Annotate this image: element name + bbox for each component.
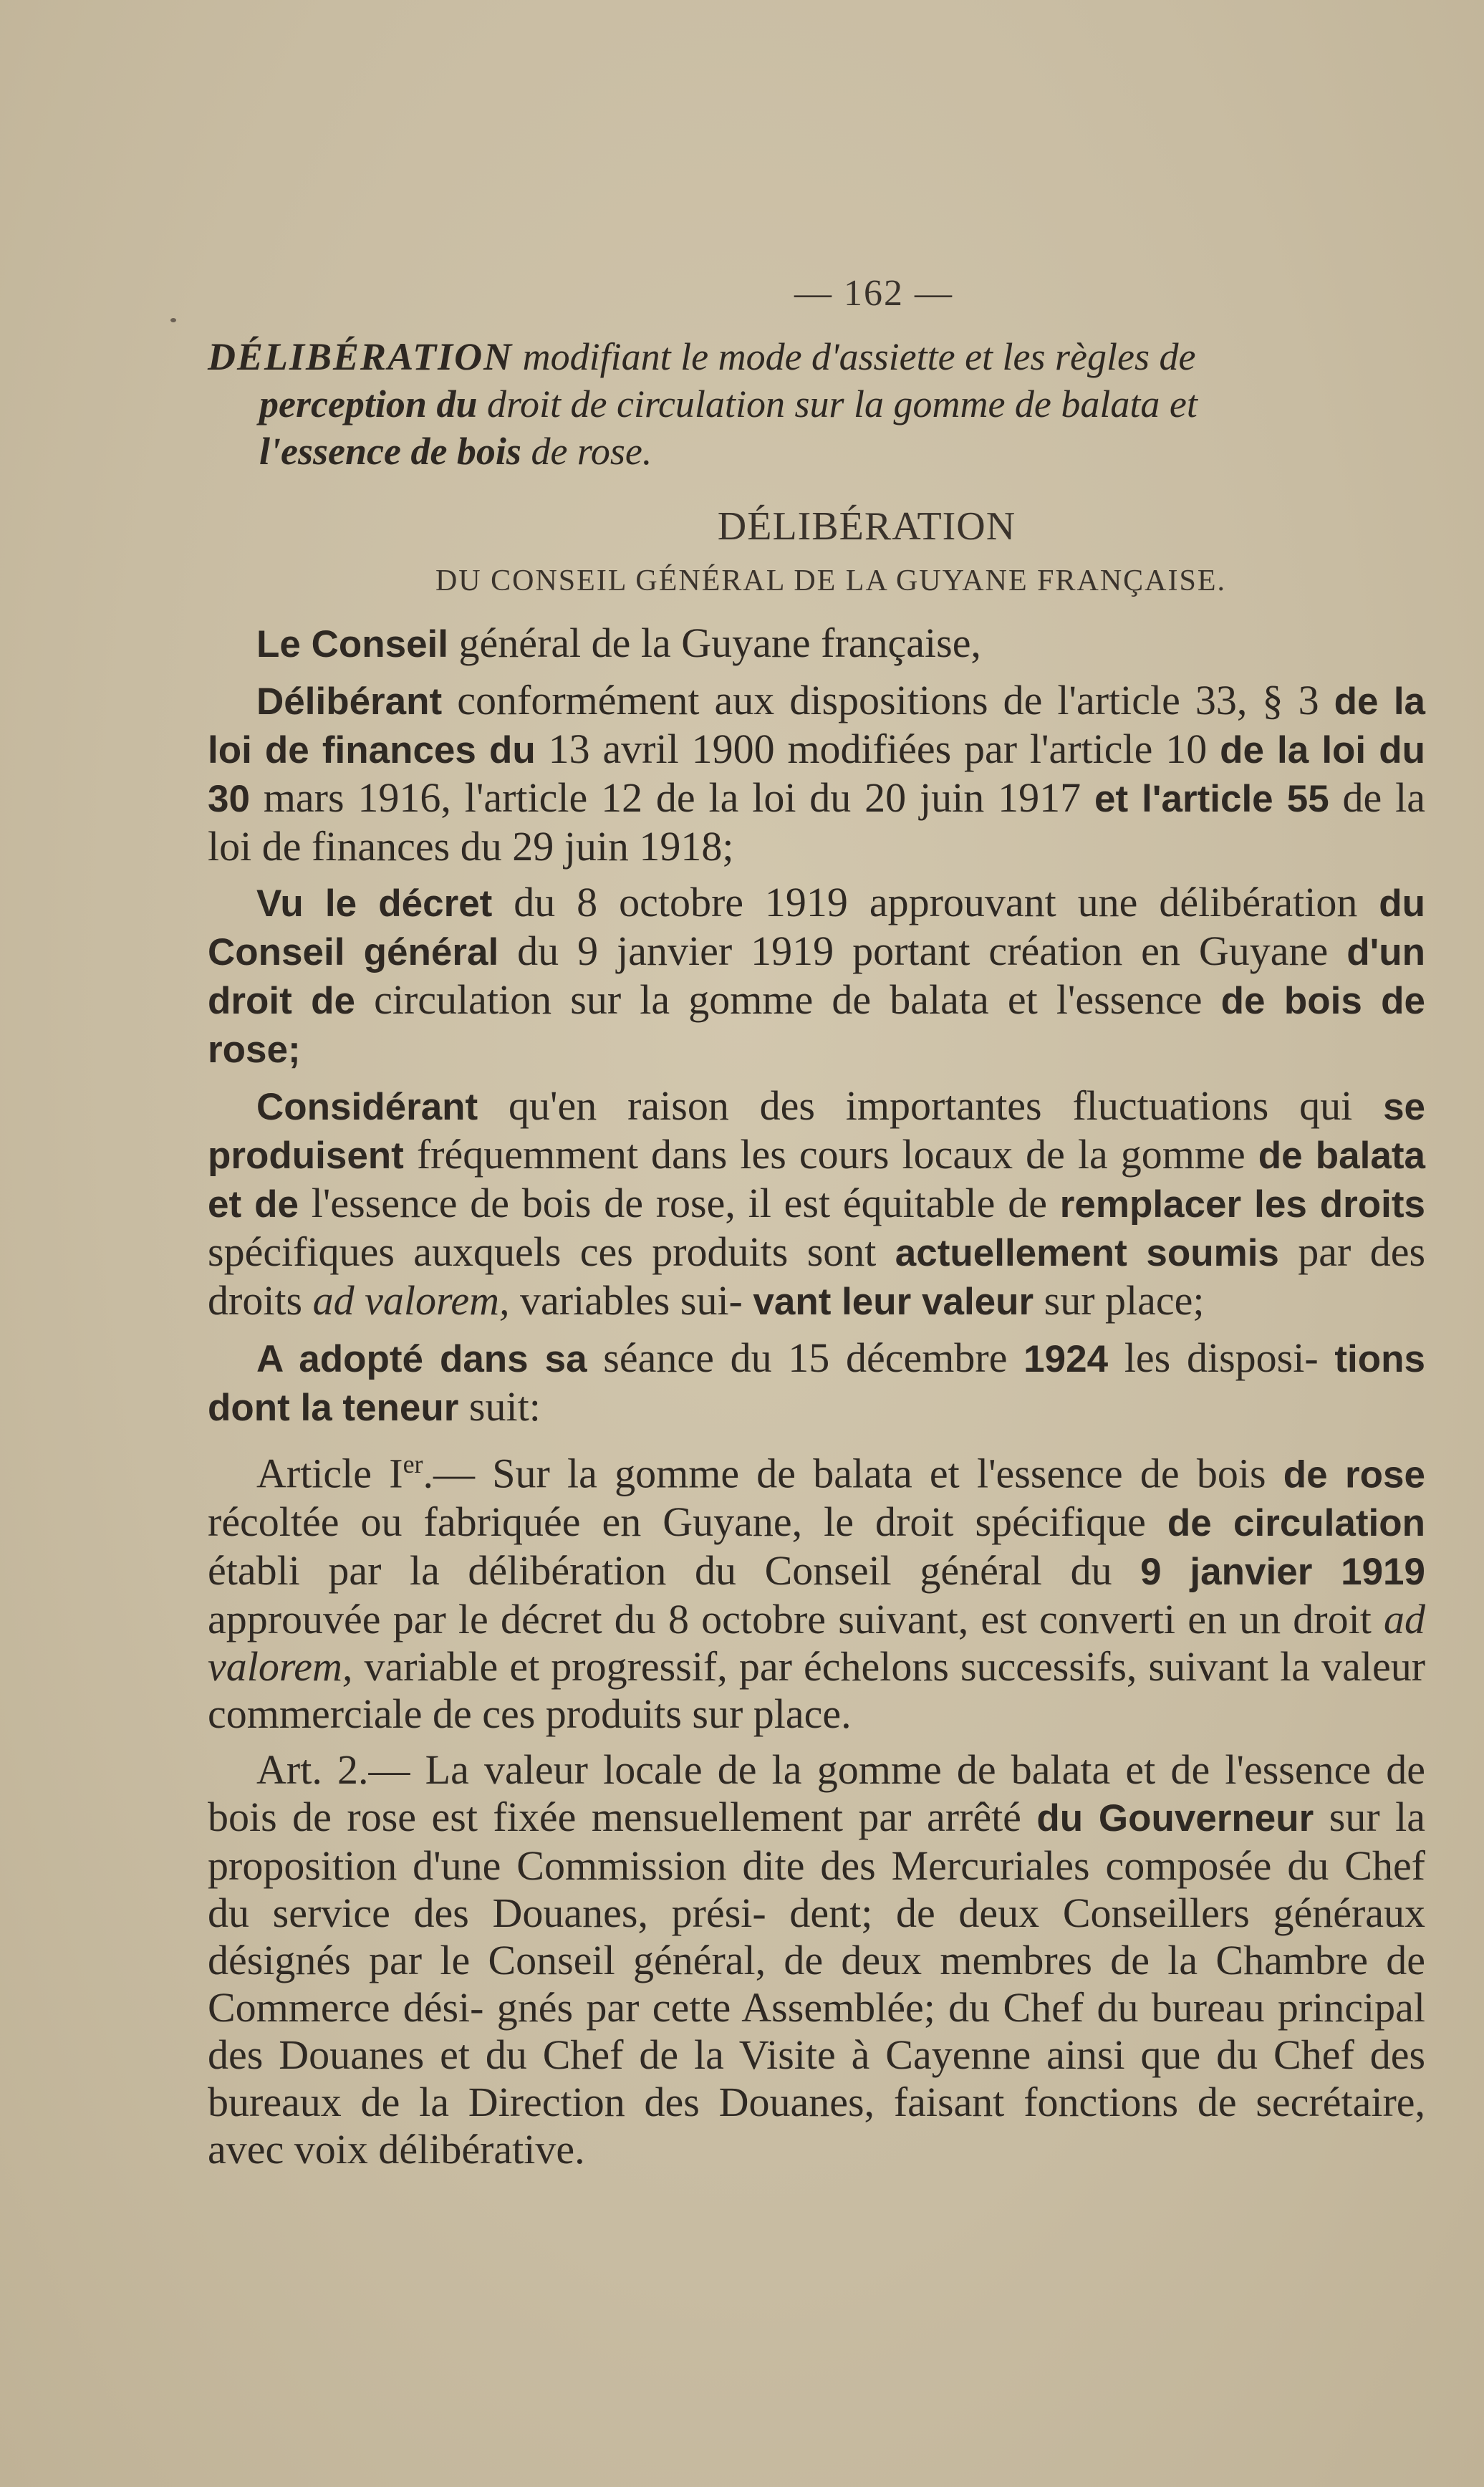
text: des bureaux de la Direction des Douanes, faisant fonctions de <box>208 2031 1426 2126</box>
text: de la loi de finances du 29 juin 1918; <box>208 774 1426 870</box>
text-italic: ad valorem, <box>312 1277 510 1324</box>
text: conformément aux dispositions de l'article 33, § 3 <box>457 677 1319 723</box>
article-2 <box>208 1746 1425 2173</box>
text: les disposi- <box>1124 1334 1319 1381</box>
text-bold: Le Conseil <box>256 623 449 665</box>
title-bold-3: l'essence de bois <box>259 430 521 473</box>
article-label: Art. 2. <box>256 1746 369 1794</box>
text: produits sur place. <box>545 1690 852 1738</box>
text: récoltée ou fabriquée en Guyane, le droit spécifique <box>208 1499 1146 1546</box>
text-bold: de bois de rose; <box>208 980 1426 1071</box>
page-number: — 162 — <box>794 273 953 314</box>
text: établi par la délibération du Conseil général du <box>208 1547 1112 1594</box>
text: l'essence de bois de rose est fixée mensuellement par arrêté <box>208 1746 1425 1841</box>
text: l'essence de bois de rose, il est équitable de <box>311 1180 1047 1226</box>
text-bold: remplacer les droits <box>1059 1183 1426 1226</box>
text-bold: se produisent <box>208 1086 1426 1177</box>
text-bold: de la loi du 30 <box>208 729 1425 820</box>
text-bold: Délibérant <box>256 680 443 723</box>
text: spécifiques auxquels ces produits sont <box>208 1228 877 1275</box>
text: qu'en raison des importantes fluctuations qui <box>509 1082 1353 1129</box>
paragraph-conseil <box>208 620 1425 668</box>
text: Mercuriales composée du Chef du service des Douanes, prési- <box>208 1842 1425 1937</box>
text: sur place; <box>1044 1277 1205 1324</box>
text-bold: 9 janvier 1919 <box>1140 1551 1426 1594</box>
text: général, de deux membres de la Chambre de Commerce dési- <box>208 1937 1425 2031</box>
text-bold: vant leur valeur <box>753 1281 1034 1323</box>
text-bold: de balata et de <box>208 1135 1425 1226</box>
text-bold: Vu le décret <box>256 882 493 925</box>
text-bold: de circulation <box>1167 1502 1426 1545</box>
text: approuvée par le décret du 8 octobre suivant, <box>208 1596 969 1643</box>
text-bold: de la loi de finances du <box>208 680 1426 771</box>
title-bold-2: perception du <box>259 383 478 425</box>
text: par échelons successifs, suivant la valeur commerciale de ces <box>208 1643 1426 1738</box>
ink-speck <box>170 318 176 322</box>
text-bold: Considérant <box>256 1086 478 1128</box>
text-bold: A adopté dans sa <box>256 1338 587 1380</box>
text: variables sui- <box>520 1277 743 1324</box>
text: circulation sur la gomme de balata et l'essence <box>374 976 1203 1023</box>
text: sur la proposition d'une Commission dite des <box>208 1794 1426 1890</box>
text-bold: 1924 <box>1023 1338 1109 1380</box>
title-text: modifiant le mode d'assiette et les règles de <box>522 335 1196 378</box>
text-bold: du Gouverneur <box>1036 1797 1314 1840</box>
text: du 9 janvier 1919 portant création en Guyane <box>517 928 1329 974</box>
paragraph-considerant <box>208 1082 1425 1326</box>
text: gnés par cette Assemblée; du Chef du bureau principal des <box>208 1984 1426 2079</box>
section-heading: DÉLIBÉRATION <box>717 504 1016 549</box>
text: mars 1916, l'article 12 de la loi du 20 juin 1917 <box>263 774 1081 821</box>
title-text-2: droit de circulation sur la gomme de balata et <box>487 383 1198 425</box>
text-italic: ad valorem, <box>208 1596 1426 1690</box>
text-bold: du Conseil général <box>208 882 1425 973</box>
text: secrétaire, avec voix délibérative. <box>208 2079 1426 2173</box>
text-bold: d'un droit de <box>208 931 1426 1022</box>
text-bold: et l'article 55 <box>1094 778 1329 820</box>
text: séance du 15 décembre <box>603 1334 1008 1381</box>
text: 13 avril 1900 modifiées par l'article 10 <box>548 726 1208 772</box>
paragraph-deliberant <box>208 677 1425 870</box>
text: variable et progressif, <box>364 1643 728 1690</box>
document-title <box>208 333 1425 475</box>
text-bold: tions dont la teneur <box>208 1338 1426 1429</box>
text: est converti en un droit <box>980 1596 1372 1643</box>
text: fréquemment dans les cours locaux de la gomme <box>416 1131 1246 1178</box>
text: .— Sur la gomme de balata et l'essence de bois <box>423 1450 1266 1497</box>
article-1 <box>208 1440 1425 1738</box>
text: général de la Guyane française, <box>458 620 981 666</box>
section-subheading: DU CONSEIL GÉNÉRAL DE LA GUYANE FRANÇAISE. <box>435 564 1227 597</box>
text: dent; de deux Conseillers généraux désignés par le Conseil <box>208 1890 1426 1984</box>
title-lead: DÉLIBÉRATION <box>208 335 514 378</box>
text-bold: actuellement soumis <box>895 1232 1279 1274</box>
text: par des droits <box>208 1228 1426 1324</box>
text: du 8 octobre 1919 approuvant une délibération <box>514 879 1358 925</box>
page-content <box>208 272 1425 2182</box>
text: suit: <box>468 1383 541 1430</box>
article-sup: er <box>403 1450 423 1478</box>
paragraph-a-adopte <box>208 1334 1425 1432</box>
paragraph-vu-le-decret <box>208 879 1425 1074</box>
article-label: Article I <box>256 1450 403 1497</box>
text-bold: de rose <box>1283 1453 1426 1496</box>
title-text-3: de rose. <box>531 430 652 473</box>
text: — La valeur locale de la gomme de balata et de <box>368 1746 1210 1794</box>
text: Douanes et du Chef de la Visite à Cayenne ainsi que du Chef <box>279 2031 1354 2079</box>
